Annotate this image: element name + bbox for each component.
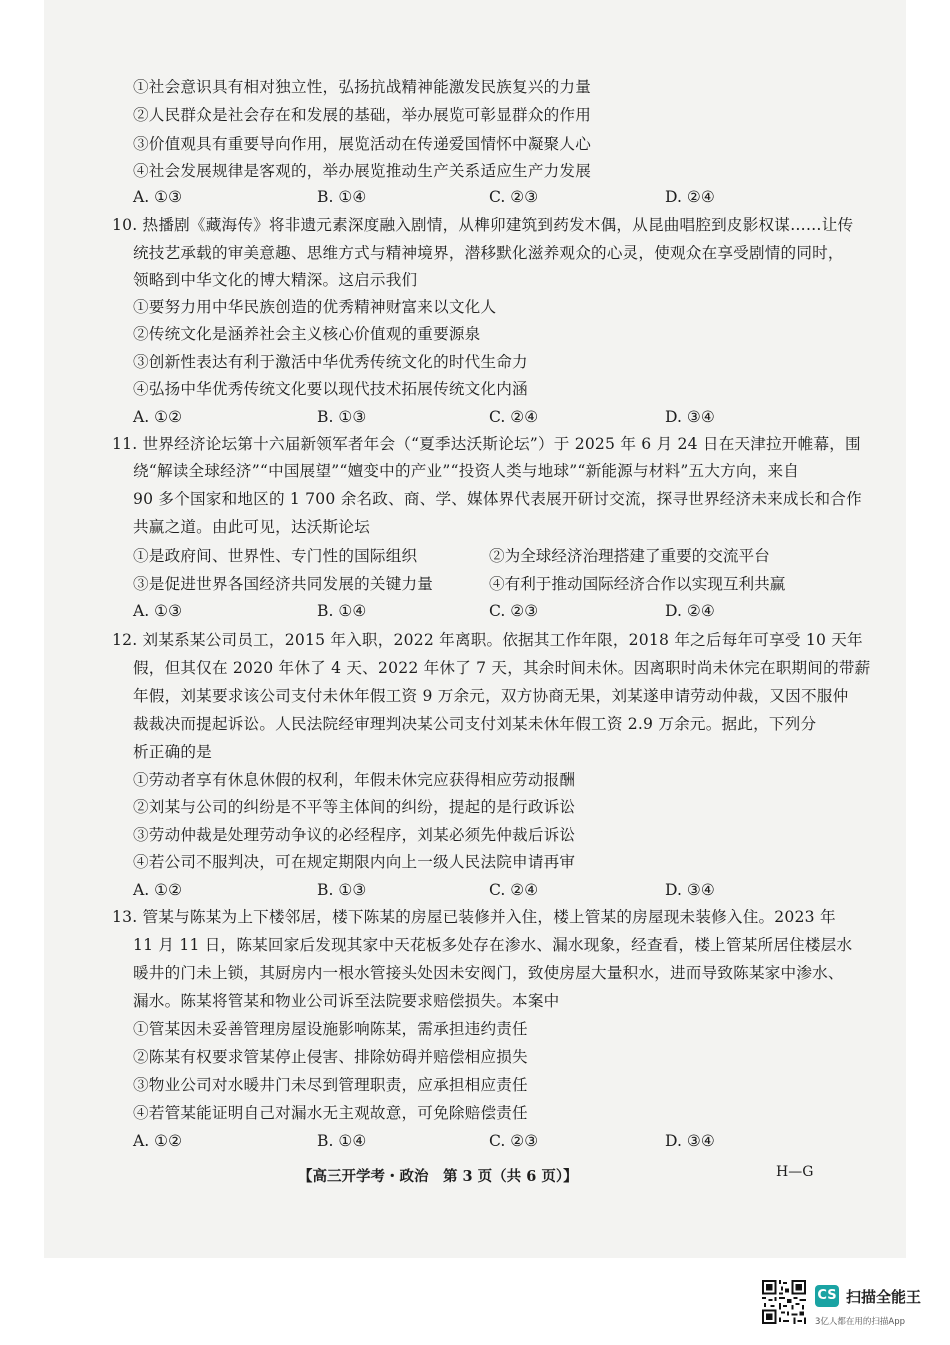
q9-option-a: A. ①③ bbox=[133, 188, 183, 206]
q9-statement-1: ①社会意识具有相对独立性，弘扬抗战精神能激发民族复兴的力量 bbox=[133, 78, 592, 96]
q12-statement-4: ④若公司不服判决，可在规定期限内向上一级人民法院申请再审 bbox=[133, 853, 576, 871]
q11-option-b: B. ①④ bbox=[317, 602, 367, 620]
q12-stem-line-5: 析正确的是 bbox=[133, 743, 212, 761]
q12-option-a: A. ①② bbox=[133, 881, 183, 899]
q10-option-c: C. ②④ bbox=[489, 408, 539, 426]
q11-stem-line-2: 绕“解读全球经济”“中国展望”“嬗变中的产业”“投资人类与地球”“新能源与材料”五大方向，来自 bbox=[133, 462, 800, 480]
q9-option-d: D. ②④ bbox=[665, 188, 715, 206]
q9-statement-4: ④社会发展规律是客观的，举办展览推动生产关系适应生产力发展 bbox=[133, 162, 592, 180]
q11-option-c: C. ②③ bbox=[489, 602, 539, 620]
q12-statement-3: ③劳动仲裁是处理劳动争议的必经程序，刘某必须先仲裁后诉讼 bbox=[133, 826, 576, 844]
q9-statement-2: ②人民群众是社会存在和发展的基础，举办展览可彰显群众的作用 bbox=[133, 106, 592, 124]
q10-statement-2: ②传统文化是涵养社会主义核心价值观的重要源泉 bbox=[133, 325, 481, 343]
q10-stem-line-2: 统技艺承载的审美意趣、思维方式与精神境界，潜移默化滋养观众的心灵，使观众在享受剧情的同时， bbox=[133, 244, 844, 262]
q13-statement-1: ①管某因未妥善管理房屋设施影响陈某，需承担违约责任 bbox=[133, 1020, 528, 1038]
camscanner-logo-icon: CS bbox=[815, 1285, 839, 1307]
q10-statement-4: ④弘扬中华优秀传统文化要以现代技术拓展传统文化内涵 bbox=[133, 380, 528, 398]
q12-option-d: D. ③④ bbox=[665, 881, 715, 899]
q11-option-a: A. ①③ bbox=[133, 602, 183, 620]
q11-stem-line-1: 11. 世界经济论坛第十六届新领军者年会（“夏季达沃斯论坛”）于 2025 年 6 月 24 日在天津拉开帷幕，围 bbox=[112, 435, 861, 453]
q10-option-a: A. ①② bbox=[133, 408, 183, 426]
q12-statement-1: ①劳动者享有休息休假的权利，年假未休完应获得相应劳动报酬 bbox=[133, 771, 576, 789]
q13-statement-2: ②陈某有权要求管某停止侵害、排除妨碍并赔偿相应损失 bbox=[133, 1048, 528, 1066]
q12-statement-2: ②刘某与公司的纠纷是不平等主体间的纠纷，提起的是行政诉讼 bbox=[133, 798, 576, 816]
q12-stem-line-3: 年假，刘某要求该公司支付未休年假工资 9 万余元，双方协商无果，刘某遂申请劳动仲裁，又因不服仲 bbox=[133, 687, 849, 705]
q12-option-c: C. ②④ bbox=[489, 881, 539, 899]
q12-stem-line-1: 12. 刘某系某公司员工，2015 年入职，2022 年离职。依据其工作年限，2018 年之后每年可享受 10 天年 bbox=[112, 631, 863, 649]
q9-statement-3: ③价值观具有重要导向作用，展览活动在传递爱国情怀中凝聚人心 bbox=[133, 135, 592, 153]
q13-option-a: A. ①② bbox=[133, 1132, 183, 1150]
q13-option-c: C. ②③ bbox=[489, 1132, 539, 1150]
q11-statement-2: ②为全球经济治理搭建了重要的交流平台 bbox=[489, 547, 770, 565]
q13-option-d: D. ③④ bbox=[665, 1132, 715, 1150]
page-footer: 【高三开学考・政治 第 3 页（共 6 页）】 bbox=[298, 1168, 578, 1185]
q10-statement-1: ①要努力用中华民族创造的优秀精神财富来以文化人 bbox=[133, 298, 497, 316]
q13-statement-3: ③物业公司对水暖井门未尽到管理职责，应承担相应责任 bbox=[133, 1076, 528, 1094]
q13-statement-4: ④若管某能证明自己对漏水无主观故意，可免除赔偿责任 bbox=[133, 1104, 528, 1122]
q11-stem-line-4: 共赢之道。由此可见，达沃斯论坛 bbox=[133, 518, 370, 536]
q11-statement-3: ③是促进世界各国经济共同发展的关键力量 bbox=[133, 575, 434, 593]
q13-stem-line-4: 漏水。陈某将管某和物业公司诉至法院要求赔偿损失。本案中 bbox=[133, 992, 560, 1010]
q13-stem-line-1: 13. 管某与陈某为上下楼邻居，楼下陈某的房屋已装修并入住，楼上管某的房屋现未装修入住。2023 年 bbox=[112, 908, 836, 926]
qr-code-icon bbox=[762, 1280, 806, 1324]
q9-option-b: B. ①④ bbox=[317, 188, 367, 206]
q12-stem-line-2: 假，但其仅在 2020 年休了 4 天、2022 年休了 7 天，其余时间未休。因离职时尚未休完在职期间的带薪 bbox=[133, 659, 871, 677]
q11-option-d: D. ②④ bbox=[665, 602, 715, 620]
q11-stem-line-3: 90 多个国家和地区的 1 700 余名政、商、学、媒体界代表展开研讨交流，探寻世界经济未来成长和合作 bbox=[133, 490, 862, 508]
q13-stem-line-2: 11 月 11 日，陈某回家后发现其家中天花板多处存在渗水、漏水现象，经查看，楼上管某所居住楼层水 bbox=[133, 936, 853, 954]
q11-statement-1: ①是政府间、世界性、专门性的国际组织 bbox=[133, 547, 418, 565]
camscanner-subtitle: 3亿人都在用的扫描App bbox=[815, 1317, 906, 1327]
q10-stem-line-3: 领略到中华文化的博大精深。这启示我们 bbox=[133, 271, 418, 289]
q13-option-b: B. ①④ bbox=[317, 1132, 367, 1150]
exam-code: H—G bbox=[776, 1164, 814, 1180]
q9-option-c: C. ②③ bbox=[489, 188, 539, 206]
q13-stem-line-3: 暖井的门未上锁，其厨房内一根水管接头处因未安阀门，致使房屋大量积水，进而导致陈某家中渗水、 bbox=[133, 964, 844, 982]
q11-statement-4: ④有利于推动国际经济合作以实现互利共赢 bbox=[489, 575, 786, 593]
q10-statement-3: ③创新性表达有利于激活中华优秀传统文化的时代生命力 bbox=[133, 353, 528, 371]
q10-option-b: B. ①③ bbox=[317, 408, 367, 426]
q12-option-b: B. ①③ bbox=[317, 881, 367, 899]
camscanner-title: 扫描全能王 bbox=[846, 1288, 922, 1306]
q10-option-d: D. ③④ bbox=[665, 408, 715, 426]
q10-stem-line-1: 10. 热播剧《藏海传》将非遗元素深度融入剧情，从榫卯建筑到药发木偶，从昆曲唱腔到皮影权谋……让传 bbox=[112, 216, 854, 234]
q12-stem-line-4: 裁裁决而提起诉讼。人民法院经审理判决某公司支付刘某未休年假工资 2.9 万余元。据此，下列分 bbox=[133, 715, 817, 733]
